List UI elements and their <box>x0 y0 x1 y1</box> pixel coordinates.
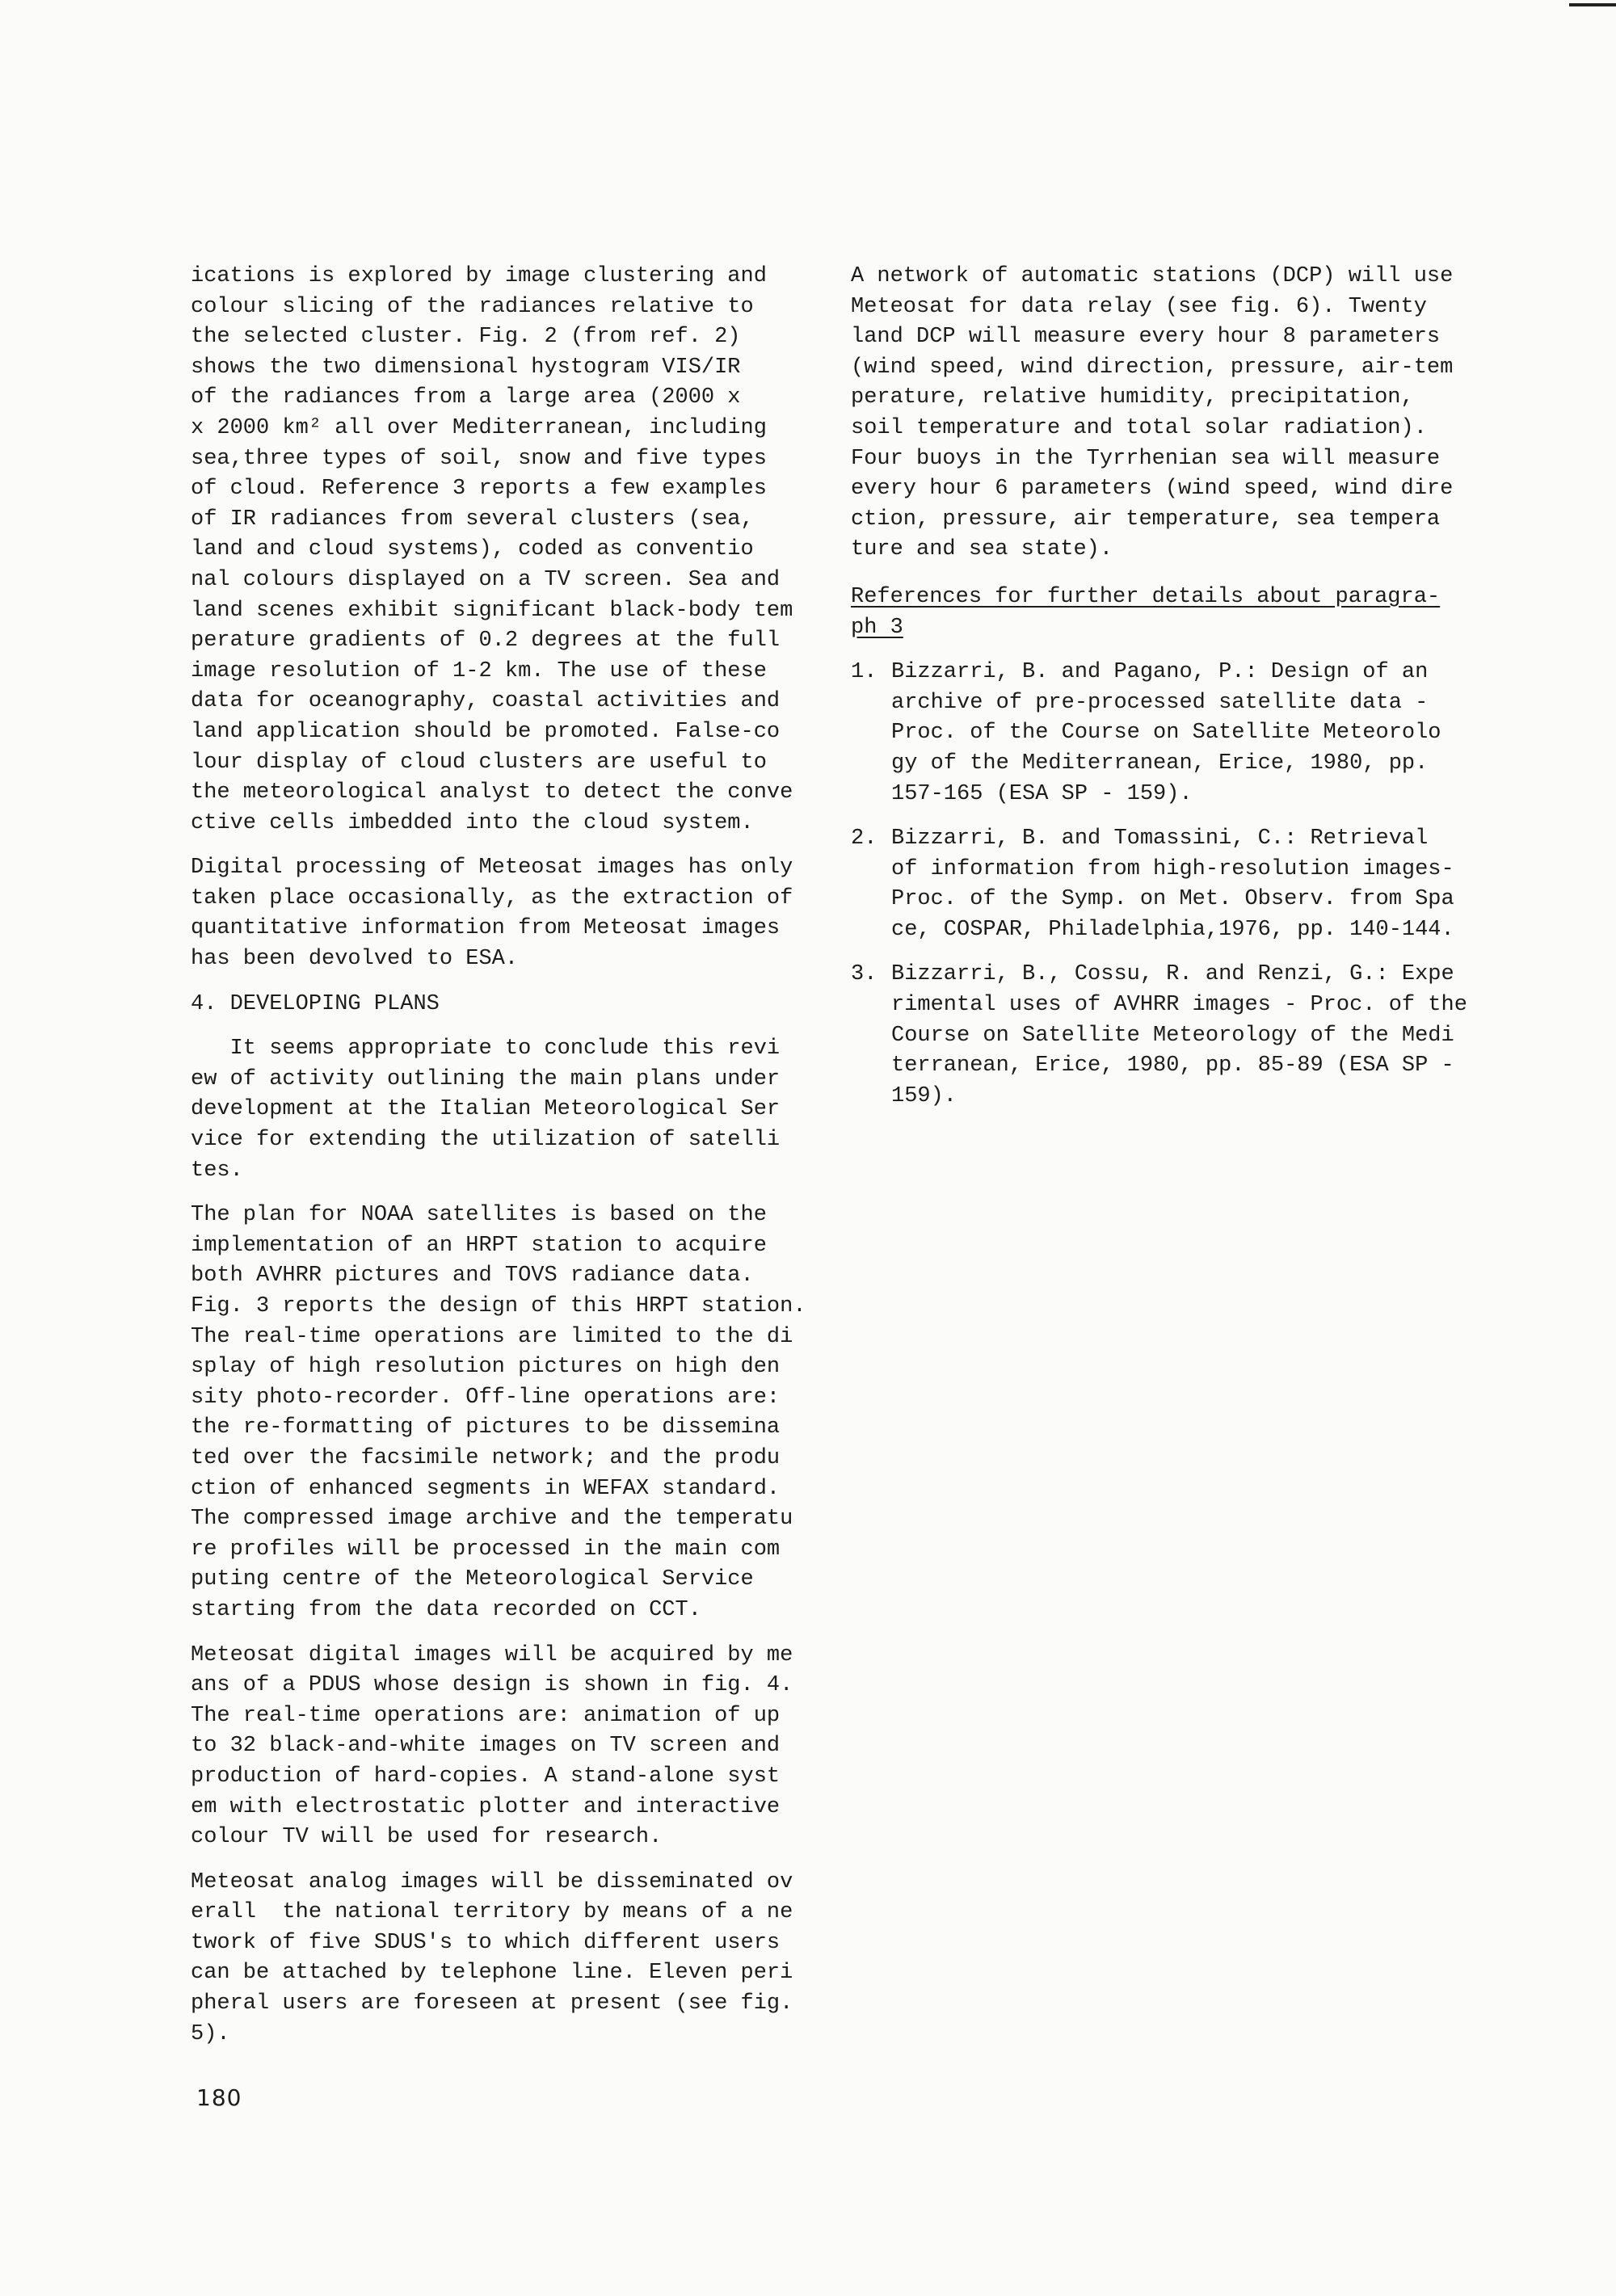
text-line: perature, relative humidity, precipitation, <box>851 385 1414 410</box>
references-heading-line: ph 3 <box>851 615 903 640</box>
paragraph-noaa-plan <box>191 1201 805 1625</box>
text-line: nal colours displayed on a TV screen. Sea and <box>191 567 781 592</box>
text-line: data for oceanography, coastal activities and <box>191 689 781 714</box>
section-heading <box>191 990 805 1020</box>
text-line: ications is explored by image clustering and <box>191 264 767 288</box>
text-line: The real-time operations are: animation of up <box>191 1703 781 1728</box>
text-line: ction of enhanced segments in WEFAX standard. <box>191 1476 781 1501</box>
text-line: Proc. of the Symp. on Met. Observ. from Spa <box>891 887 1454 912</box>
text-line: land DCP will measure every hour 8 parameters <box>851 325 1441 350</box>
text-line: Bizzarri, B. and Pagano, P.: Design of an <box>891 660 1429 685</box>
right-column <box>851 262 1467 1126</box>
page-number: 180 <box>196 2084 242 2111</box>
text-line: Meteosat for data relay (see fig. 6). Twenty <box>851 294 1427 319</box>
reference-body <box>891 658 1441 809</box>
text-line: of cloud. Reference 3 reports a few examples <box>191 477 767 502</box>
text-line: re profiles will be processed in the main com <box>191 1537 781 1562</box>
text-line: implementation of an HRPT station to acquire <box>191 1233 767 1258</box>
text-line: the meteorological analyst to detect the conve <box>191 780 793 805</box>
text-line: Four buoys in the Tyrrhenian sea will measure <box>851 446 1441 471</box>
text-line: land scenes exhibit significant black-body tem <box>191 598 793 623</box>
text-line: image resolution of 1-2 km. The use of these <box>191 658 767 683</box>
paragraph-dcp-network <box>851 262 1453 566</box>
text-line: puting centre of the Meteorological Service <box>191 1567 754 1592</box>
paragraph-intro-plans <box>191 1034 805 1186</box>
text-line: em with electrostatic plotter and interactive <box>191 1794 781 1819</box>
text-line: development at the Italian Meteorological Ser <box>191 1097 781 1122</box>
text-line: Course on Satellite Meteorology of the Medi <box>891 1023 1454 1048</box>
text-line: Bizzarri, B. and Tomassini, C.: Retrieval <box>891 826 1429 852</box>
text-line: splay of high resolution pictures on high den <box>191 1355 781 1380</box>
text-line: The real-time operations are limited to the di <box>191 1324 793 1349</box>
text-line: land and cloud systems), coded as conventio <box>191 537 754 562</box>
text-line: of the radiances from a large area (2000 x <box>191 385 741 410</box>
text-line: 157-165 (ESA SP - 159). <box>891 781 1193 806</box>
text-line: taken place occasionally, as the extraction of <box>191 885 793 910</box>
text-line: archive of pre-processed satellite data - <box>891 690 1429 715</box>
reference-number: 1. <box>851 660 877 685</box>
text-line: production of hard-copies. A stand-alone syst <box>191 1764 781 1789</box>
text-line: both AVHRR pictures and TOVS radiance data. <box>191 1264 754 1289</box>
text-line: erall the national territory by means of a ne <box>191 1900 793 1925</box>
text-line: sity photo-recorder. Off-line operations are: <box>191 1385 781 1410</box>
text-line: colour slicing of the radiances relative to <box>191 294 754 319</box>
text-line: shows the two dimensional hystogram VIS/IR <box>191 355 741 380</box>
text-line: vice for extending the utilization of satelli <box>191 1128 781 1153</box>
paragraph-clustering <box>191 262 805 839</box>
text-line: Digital processing of Meteosat images has only <box>191 856 793 881</box>
text-line: of information from high-resolution images- <box>891 856 1454 881</box>
text-line: It seems appropriate to conclude this revi <box>191 1037 781 1062</box>
text-line: to 32 black-and-white images on TV screen and <box>191 1734 781 1759</box>
text-line: quantitative information from Meteosat images <box>191 916 781 941</box>
reference-body <box>891 960 1467 1112</box>
text-line: gy of the Mediterranean, Erice, 1980, pp. <box>891 751 1429 776</box>
text-line: has been devolved to ESA. <box>191 947 519 972</box>
text-line: the selected cluster. Fig. 2 (from ref. 2) <box>191 325 741 350</box>
paragraph-meteosat-digital <box>191 1641 805 1853</box>
text-line: every hour 6 parameters (wind speed, wind dire <box>851 477 1454 502</box>
text-line: A network of automatic stations (DCP) will use <box>851 264 1454 288</box>
text-line: soil temperature and total solar radiation). <box>851 415 1427 440</box>
reference-body <box>891 824 1454 945</box>
paragraph-meteosat-analog <box>191 1868 805 2050</box>
text-line: x 2000 km² all over Mediterranean, including <box>191 415 767 440</box>
reference-item <box>851 960 1467 1112</box>
paragraph-digital-processing <box>191 853 805 974</box>
text-line: ew of activity outlining the main plans under <box>191 1066 781 1091</box>
references-heading-line: References for further details about paragra- <box>851 584 1441 609</box>
text-line: 5). <box>191 2021 230 2046</box>
text-line: Meteosat digital images will be acquired by me <box>191 1642 793 1667</box>
text-line: sea,three types of soil, snow and five types <box>191 446 767 471</box>
text-line: ans of a PDUS whose design is shown in fig. 4. <box>191 1673 793 1698</box>
text-line: the re-formatting of pictures to be dissemina <box>191 1415 781 1440</box>
reference-number: 2. <box>851 826 877 852</box>
text-line: land application should be promoted. False-co <box>191 719 781 744</box>
text-line: ture and sea state). <box>851 537 1113 562</box>
section-heading-text: 4. DEVELOPING PLANS <box>191 991 440 1016</box>
text-line: terranean, Erice, 1980, pp. 85-89 (ESA SP - <box>891 1053 1454 1079</box>
text-line: Proc. of the Course on Satellite Meteorolo <box>891 721 1441 746</box>
text-line: starting from the data recorded on CCT. <box>191 1597 701 1622</box>
references-heading <box>851 582 1453 643</box>
reference-number: 3. <box>851 962 877 987</box>
text-line: ction, pressure, air temperature, sea tempera <box>851 507 1441 532</box>
text-line: rimental uses of AVHRR images - Proc. of the <box>891 993 1467 1018</box>
text-line: ted over the facsimile network; and the produ <box>191 1445 781 1470</box>
text-line: colour TV will be used for research. <box>191 1825 663 1850</box>
text-line: The plan for NOAA satellites is based on the <box>191 1203 767 1228</box>
text-line: The compressed image archive and the temperatu <box>191 1507 793 1532</box>
text-line: twork of five SDUS's to which different users <box>191 1930 781 1955</box>
text-line: Meteosat analog images will be disseminated ov <box>191 1869 793 1894</box>
text-line: perature gradients of 0.2 degrees at the full <box>191 629 781 654</box>
left-column <box>191 262 805 2064</box>
reference-item <box>851 658 1453 809</box>
reference-item <box>851 824 1453 945</box>
text-line: tes. <box>191 1158 243 1183</box>
text-line: lour display of cloud clusters are useful to <box>191 750 767 775</box>
text-line: pheral users are foreseen at present (see fig. <box>191 1991 793 2016</box>
text-line: ctive cells imbedded into the cloud system. <box>191 810 754 835</box>
text-line: can be attached by telephone line. Eleven peri <box>191 1961 793 1986</box>
text-line: 159). <box>891 1083 957 1108</box>
text-line: Fig. 3 reports the design of this HRPT station. <box>191 1294 806 1318</box>
text-line: (wind speed, wind direction, pressure, air-tem <box>851 355 1454 380</box>
text-line: Bizzarri, B., Cossu, R. and Renzi, G.: Expe <box>891 962 1454 987</box>
corner-mark <box>1569 3 1616 6</box>
text-line: of IR radiances from several clusters (sea, <box>191 507 754 532</box>
text-line: ce, COSPAR, Philadelphia,1976, pp. 140-144. <box>891 917 1454 942</box>
